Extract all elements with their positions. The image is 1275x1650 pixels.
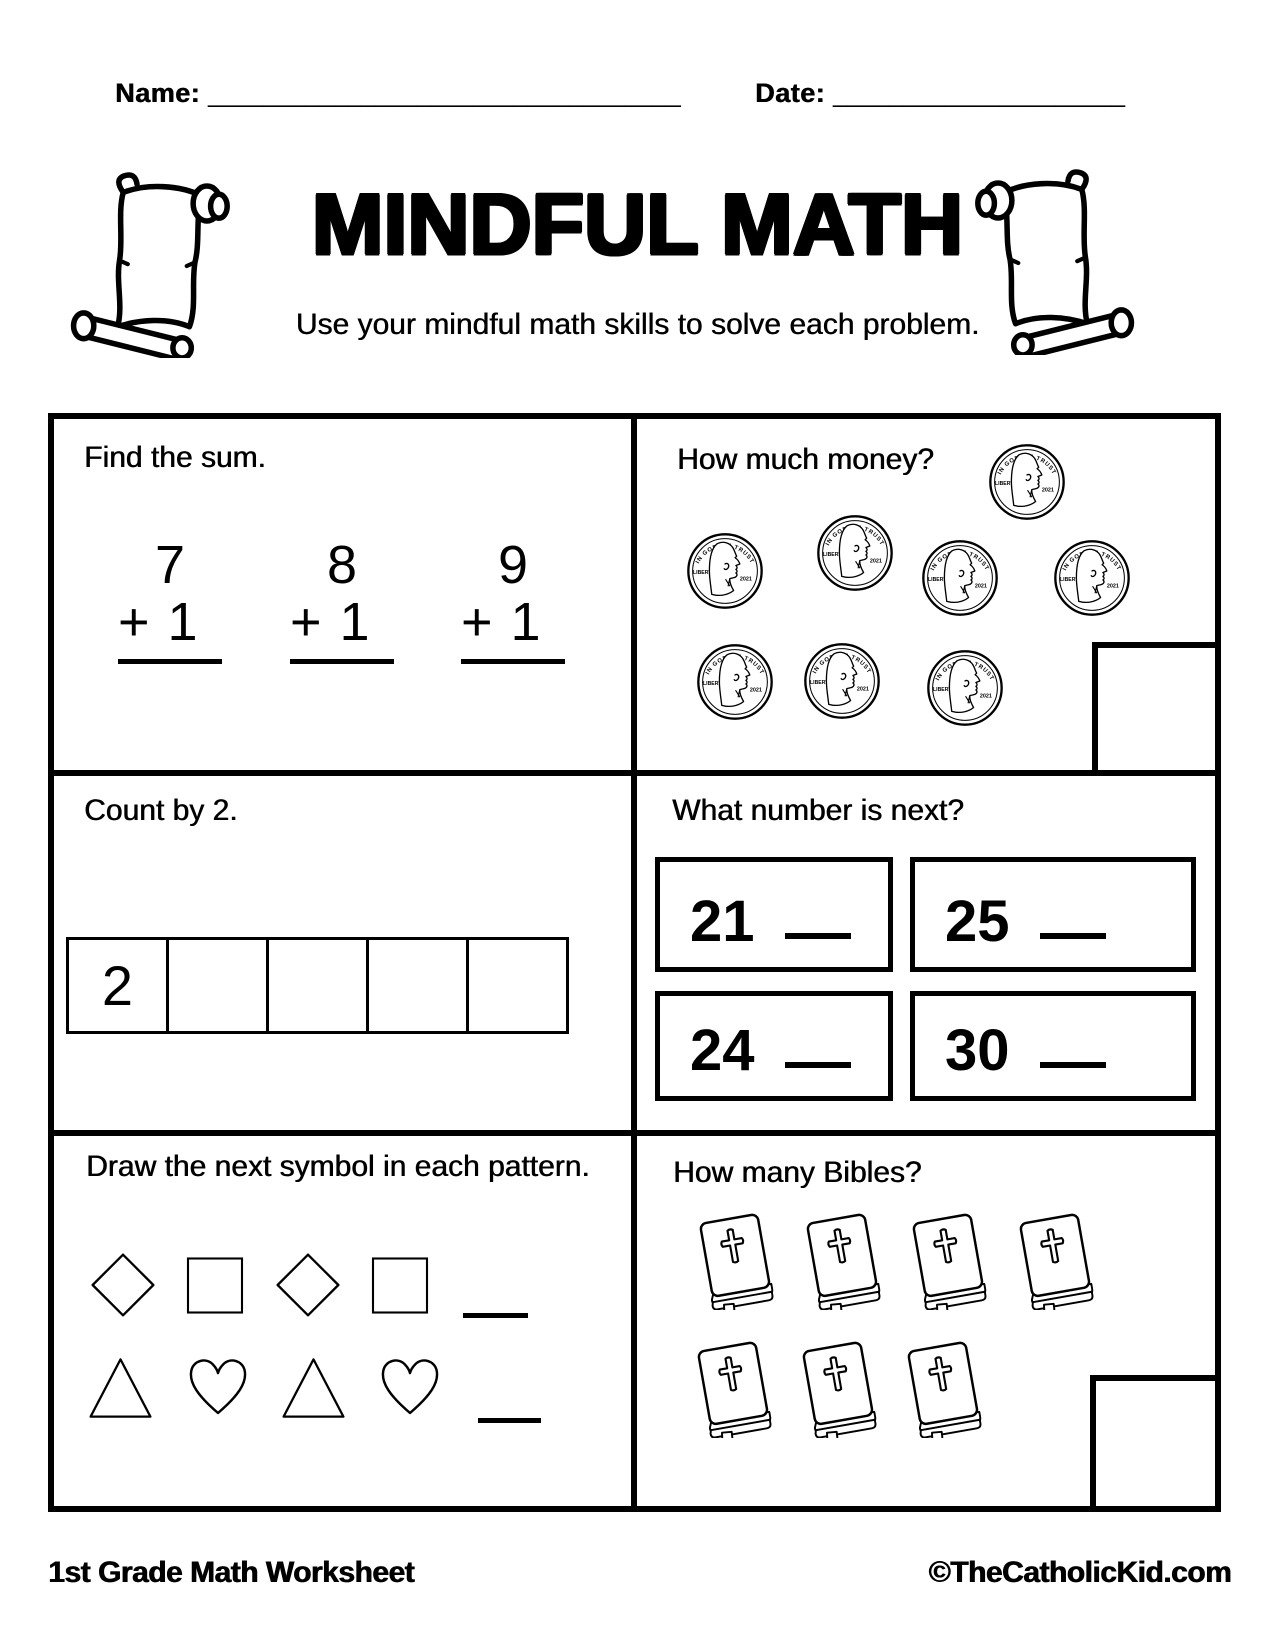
number-value: 24: [690, 1018, 755, 1083]
count-cell: 2: [66, 937, 169, 1034]
number-box: [910, 857, 1196, 972]
plus-sign: +: [290, 592, 322, 653]
bible-icon: [690, 1210, 778, 1310]
addition-problem: [461, 537, 565, 664]
question-title: Find the sum.: [84, 441, 266, 474]
count-cell: [366, 937, 469, 1034]
problem-cell-find-the-sum: [54, 419, 637, 776]
answer-box: [1092, 642, 1215, 770]
penny-icon: [803, 642, 881, 720]
bible-icon: [903, 1210, 991, 1310]
answer-blank-line: [463, 1313, 528, 1318]
addend-top: 8: [326, 535, 358, 595]
name-label: Name:: [115, 78, 201, 108]
footer-worksheet-label: 1st Grade Math Worksheet: [48, 1556, 414, 1589]
date-blank-line: _____________________: [833, 80, 1126, 108]
penny-icon: [816, 514, 894, 592]
answer-blank-line: [785, 933, 851, 939]
penny-icon: [921, 539, 999, 617]
diamond-icon: [90, 1247, 156, 1323]
addend-bottom: 1: [339, 592, 370, 653]
answer-blank-line: [785, 1062, 851, 1068]
answer-box: [1090, 1375, 1215, 1506]
number-box: [655, 991, 893, 1101]
count-sequence: [66, 937, 569, 1034]
plus-sign: +: [118, 592, 150, 653]
question-title: How much money?: [677, 443, 934, 476]
question-title: How many Bibles?: [673, 1156, 922, 1189]
penny-icon: [926, 649, 1004, 727]
question-title: Count by 2.: [84, 794, 238, 827]
bible-icon: [898, 1338, 986, 1438]
addition-problem: [118, 537, 222, 664]
square-icon: [185, 1253, 245, 1318]
penny-icon: [988, 443, 1066, 521]
name-field-row: [115, 78, 681, 109]
square-icon: [370, 1253, 430, 1318]
worksheet-grid: [48, 413, 1221, 1512]
number-value: 30: [945, 1018, 1010, 1083]
bible-icon: [688, 1338, 776, 1438]
problem-cell-count-by-2: [54, 776, 637, 1136]
penny-icon: [1053, 539, 1131, 617]
problem-cell-pattern: [54, 1136, 637, 1506]
addend-bottom: 1: [167, 592, 198, 653]
number-box: [910, 991, 1196, 1101]
number-value: 25: [945, 889, 1010, 954]
answer-blank-line: [478, 1418, 541, 1423]
date-label: Date:: [755, 78, 826, 108]
penny-icon: [696, 643, 774, 721]
penny-icon: [686, 532, 764, 610]
addition-problem: [290, 537, 394, 664]
diamond-icon: [275, 1247, 341, 1323]
number-value: 21: [690, 889, 755, 954]
triangle-icon: [88, 1353, 153, 1423]
answer-blank-line: [1040, 933, 1106, 939]
question-title: What number is next?: [672, 794, 964, 827]
heart-icon: [375, 1347, 445, 1423]
count-cell: [266, 937, 369, 1034]
bible-icon: [797, 1210, 885, 1310]
question-title: Draw the next symbol in each pattern.: [86, 1150, 590, 1183]
count-cell: [466, 937, 569, 1034]
plus-sign: +: [461, 592, 493, 653]
page-title: MINDFUL MATH: [311, 177, 964, 273]
count-cell: [166, 937, 269, 1034]
bible-icon: [793, 1338, 881, 1438]
date-field-row: [755, 78, 1125, 109]
bible-icon: [1010, 1210, 1098, 1310]
problem-cell-how-many-bibles: [637, 1136, 1215, 1506]
problem-cell-how-much-money: [637, 419, 1215, 776]
name-blank-line: __________________________________: [208, 80, 681, 108]
footer-copyright: ©TheCatholicKid.com: [928, 1556, 1231, 1589]
addend-top: 7: [154, 535, 186, 595]
problem-cell-what-number-is-next: [637, 776, 1215, 1136]
number-box: [655, 857, 893, 972]
addend-top: 9: [497, 535, 529, 595]
heart-icon: [183, 1347, 253, 1423]
answer-blank-line: [1040, 1062, 1106, 1068]
page-subtitle: Use your mindful math skills to solve each problem.: [295, 308, 980, 341]
addend-bottom: 1: [510, 592, 541, 653]
triangle-icon: [281, 1353, 346, 1423]
